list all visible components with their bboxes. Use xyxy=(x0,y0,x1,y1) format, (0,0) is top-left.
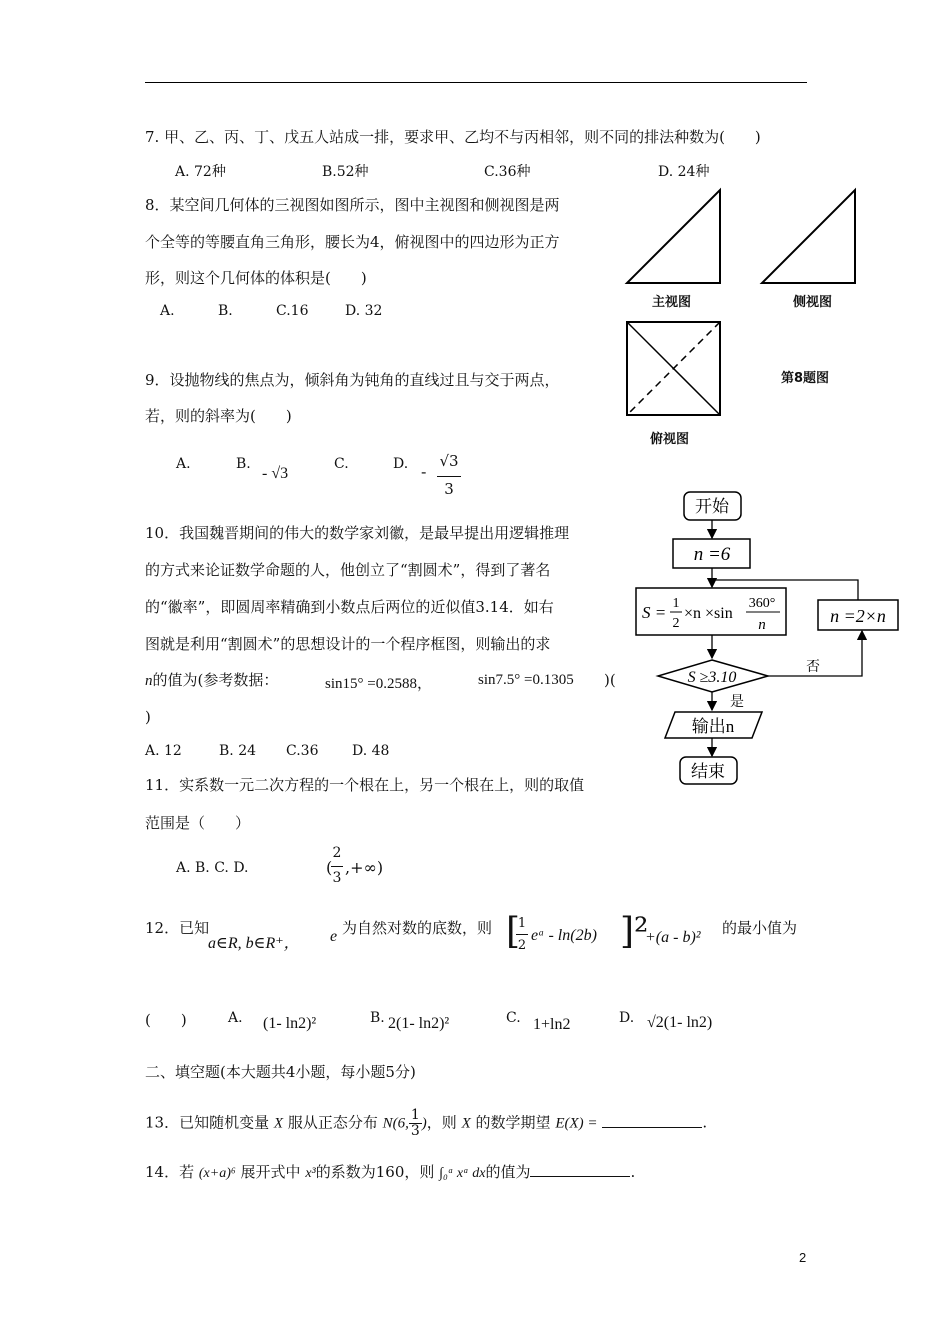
q12-expr-body: eᵃ - ln(2b) xyxy=(531,927,597,944)
q11-option-d-open: ( xyxy=(326,858,333,877)
flow-update-text: n =2×n xyxy=(830,606,886,626)
q14-binom: (x+a)⁶ xyxy=(198,1166,236,1181)
q13-prefix: 13．已知随机变量 xyxy=(145,1113,270,1132)
q13-var: X xyxy=(273,1115,284,1132)
q8-option-d: D. 32 xyxy=(345,303,383,319)
q8-line1: 8．某空间几何体的三视图如图所示，图中主视图和侧视图是两 xyxy=(145,196,560,214)
flow-process-frac-num: 1 xyxy=(672,596,680,611)
q13-dist-close: ) xyxy=(421,1115,427,1132)
q14-line xyxy=(145,1162,635,1184)
q13-dist-num: 1 xyxy=(410,1107,420,1123)
q12-option-b-math: 2(1- ln2)² xyxy=(388,1015,450,1032)
side-view-label: 侧视图 xyxy=(793,295,833,310)
q14-prefix: 14．若 xyxy=(145,1163,195,1181)
q9-option-b: B. xyxy=(236,456,251,472)
q12-e: e xyxy=(330,928,338,945)
q14-answer-blank[interactable] xyxy=(530,1162,630,1177)
flow-process-angle-den: n xyxy=(758,617,766,633)
q14-integral: ∫₀ᵃ xᵃ dx xyxy=(439,1166,486,1181)
q14-term: x³ xyxy=(305,1166,316,1181)
q7-option-d: D. 24种 xyxy=(658,164,710,180)
q13-line xyxy=(145,1108,707,1139)
q10-option-d: D. 48 xyxy=(352,743,390,759)
q10-line5-end: )( xyxy=(604,671,616,689)
q10-option-a: A. 12 xyxy=(145,743,182,759)
q10-line1: 10．我国魏晋期间的伟大的数学家刘徽，是最早提出用逻辑推理 xyxy=(145,524,570,542)
three-view-figure xyxy=(620,185,860,450)
flow-end-text: 结束 xyxy=(691,762,725,781)
q13-dist-open: N(6, xyxy=(382,1115,409,1132)
q7-option-b: B.52种 xyxy=(322,164,369,180)
q12-paren: ( ) xyxy=(145,1011,187,1029)
flow-start-text: 开始 xyxy=(695,497,729,516)
q11-line1: 11．实系数一元二次方程的一个根在上，另一个根在上，则的取值 xyxy=(145,776,585,794)
side-view-triangle xyxy=(762,190,855,283)
front-view-label: 主视图 xyxy=(652,295,692,310)
q8-line3: 形，则这个几何体的体积是( ) xyxy=(145,269,367,287)
flow-yes-label: 是 xyxy=(730,695,744,710)
q13-var2: X xyxy=(461,1115,471,1132)
q14-mid: 展开式中 xyxy=(240,1163,301,1181)
flow-output-text: 输出n xyxy=(691,717,735,736)
q10-line5 xyxy=(145,670,278,691)
q11-option-d-bar xyxy=(331,866,343,867)
q12-expr-half-den: 2 xyxy=(517,938,527,953)
q10-option-b: B. 24 xyxy=(219,743,257,759)
q12-prefix: 12．已知 xyxy=(145,919,210,937)
q12-mid: 为自然对数的底数，则 xyxy=(342,919,493,937)
q11-option-d-num: 2 xyxy=(332,845,342,861)
q14-mid2: 的系数为160，则 xyxy=(315,1163,435,1181)
q13-mid3: 的数学期望 xyxy=(475,1113,551,1132)
page-number: 2 xyxy=(799,1250,807,1265)
q12-expr-half-bar xyxy=(516,934,528,935)
q9-option-d-num: √3 xyxy=(439,452,459,470)
q11-option-d-den: 3 xyxy=(332,870,342,886)
q9-option-c: C. xyxy=(334,456,349,472)
q9-line2: 若，则的斜率为( ) xyxy=(145,407,292,425)
q7-option-c: C.36种 xyxy=(484,164,531,180)
q10-var-n: n xyxy=(145,673,153,689)
q12-expr-tail: +(a - b)² xyxy=(645,929,701,946)
q12-option-c-math: 1+ln2 xyxy=(533,1016,571,1033)
q12-option-a: A. xyxy=(228,1010,243,1026)
flow-no-label: 否 xyxy=(806,660,820,675)
q13-answer-blank[interactable] xyxy=(602,1113,702,1128)
q10-ref1: sin15° =0.2588， xyxy=(325,676,432,692)
q13-mid: 服从正态分布 xyxy=(287,1113,378,1132)
q9-option-b-math: - √3 xyxy=(262,465,289,482)
q8-option-c: C.16 xyxy=(276,303,309,319)
q7-stem: 7. 甲、乙、丙、丁、戊五人站成一排，要求甲、乙均不与丙相邻，则不同的排法种数为( ) xyxy=(145,128,761,146)
q14-end: . xyxy=(630,1163,636,1181)
q8-option-a: A. xyxy=(160,303,175,319)
q12-option-b: B. xyxy=(370,1010,385,1026)
q12-option-d: D. xyxy=(619,1010,635,1026)
flow-process-angle-num: 360° xyxy=(748,596,776,611)
q12-condition: a∈R, b∈R⁺， xyxy=(208,935,300,952)
q12-suffix: 的最小值为 xyxy=(722,919,798,937)
q9-option-a: A. xyxy=(176,456,191,472)
q12-option-d-math: √2(1- ln2) xyxy=(647,1014,713,1031)
q11-option-d-tail: ,+∞) xyxy=(345,858,384,877)
flow-process-mid: ×n ×sin xyxy=(684,605,733,622)
header-rule xyxy=(145,82,807,83)
flow-decision-text: S ≥3.10 xyxy=(687,669,737,686)
q7-option-a: A. 72种 xyxy=(175,164,226,180)
q10-line2: 的方式来论证数学命题的人，他创立了“割圆术”，得到了著名 xyxy=(145,561,551,579)
q10-option-c: C.36 xyxy=(286,743,319,759)
q9-option-d-bar xyxy=(437,476,461,477)
q12-option-a-math: (1- ln2)² xyxy=(263,1015,317,1032)
q10-ref2: sin7.5° =0.1305 xyxy=(478,672,574,688)
q11-line2: 范围是（ ） xyxy=(145,814,251,832)
q10-line3: 的“徽率”，即圆周率精确到小数点后两位的近似值3.14．如右 xyxy=(145,598,554,616)
q8-line2: 个全等的等腰直角三角形，腰长为4，俯视图中的四边形为正方 xyxy=(145,233,560,251)
q10-line4: 图就是利用“割圆术”的思想设计的一个程序框图，则输出的求 xyxy=(145,635,551,653)
q9-option-d: D. xyxy=(393,456,409,472)
figure-caption: 第8题图 xyxy=(781,371,830,386)
q13-expect: E(X) = xyxy=(555,1115,598,1132)
q13-end: . xyxy=(702,1113,708,1132)
q9-option-d-den: 3 xyxy=(444,480,454,498)
front-view-triangle xyxy=(627,190,720,283)
flow-process-left: S = xyxy=(642,603,667,622)
q13-dist-den: 3 xyxy=(410,1123,420,1139)
flowchart xyxy=(630,488,905,788)
section-2-heading: 二、填空题(本大题共4小题，每小题5分) xyxy=(145,1063,416,1081)
q10-line6: ) xyxy=(145,708,151,726)
q13-mid2: ，则 xyxy=(426,1113,457,1132)
q14-suffix: 的值为 xyxy=(485,1163,531,1181)
q11-options: A. B. C. D. xyxy=(176,860,249,876)
flow-init-text: n =6 xyxy=(693,544,731,565)
q12-expr-left-bracket: [ xyxy=(506,911,521,952)
flow-process-frac-den: 2 xyxy=(672,616,680,631)
q9-line1: 9．设抛物线的焦点为，倾斜角为钝角的直线过且与交于两点， xyxy=(145,371,560,389)
top-view-label: 俯视图 xyxy=(650,432,690,447)
q9-option-d-sign: - xyxy=(421,462,427,481)
q8-option-b: B. xyxy=(218,303,233,319)
q12-option-c: C. xyxy=(506,1010,521,1026)
q10-line5-text: 的值为(参考数据： xyxy=(152,671,279,689)
q12-expr-right-bracket: ]² xyxy=(620,911,649,952)
q12-expr-half-num: 1 xyxy=(517,916,527,931)
q13-dist-frac xyxy=(409,1108,422,1139)
